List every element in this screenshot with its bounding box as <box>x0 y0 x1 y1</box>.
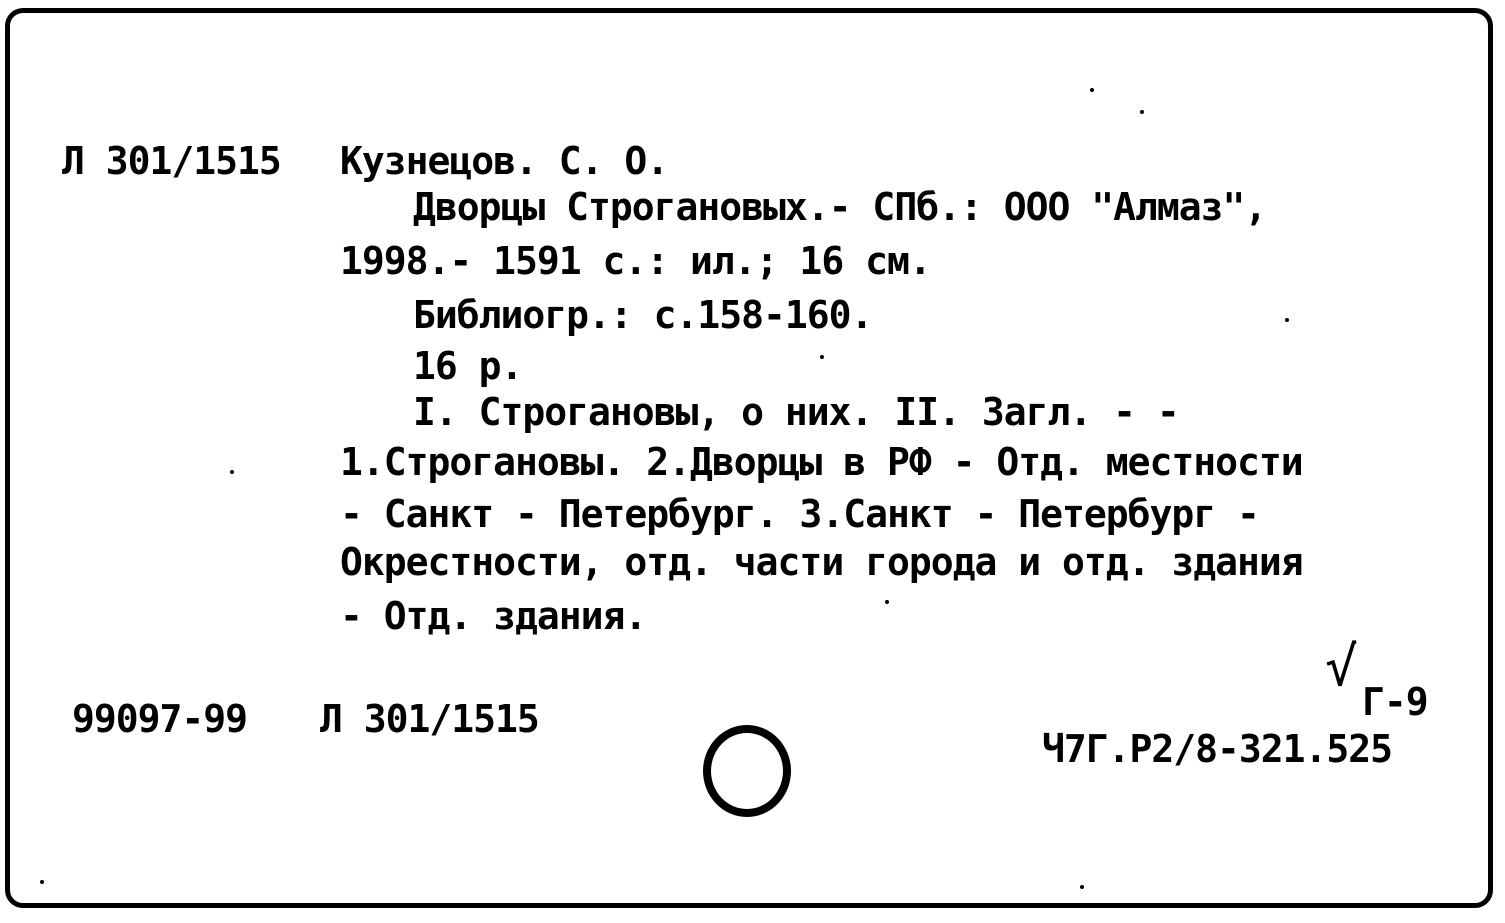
call-number: Л 301/1515 <box>62 139 281 183</box>
card-punch-hole <box>703 725 791 817</box>
subject-line-3: Окрестности, отд. части города и отд. здания <box>340 540 1303 584</box>
speck <box>1090 88 1094 92</box>
speck <box>230 470 234 474</box>
price: 16 р. <box>413 344 523 388</box>
accession-number: 99097-99 <box>72 697 248 741</box>
publication-line: 1998.- 1591 с.: ил.; 16 см. <box>340 239 931 283</box>
subject-line-2: - Санкт - Петербург. 3.Санкт - Петербург - <box>340 492 1259 536</box>
tracings-line-1: I. Строгановы, о них. II. Загл. - - <box>413 390 1179 434</box>
speck <box>885 600 889 604</box>
call-number-bottom: Л 301/1515 <box>320 697 539 741</box>
subject-line-4: - Отд. здания. <box>340 594 647 638</box>
classification-code: Ч7Г.Р2/8-321.525 <box>1042 727 1393 771</box>
speck <box>1140 110 1144 114</box>
speck <box>1285 318 1289 322</box>
mark-code: Г-9 <box>1362 680 1428 724</box>
speck <box>1080 885 1084 889</box>
author-heading: Кузнецов. С. О. <box>340 139 669 183</box>
check-mark: √ <box>1325 635 1357 698</box>
speck <box>820 355 824 359</box>
subject-line-1: 1.Строгановы. 2.Дворцы в РФ - Отд. местности <box>340 440 1303 484</box>
title-line: Дворцы Строгановых.- СПб.: ООО "Алмаз", <box>413 185 1267 229</box>
speck <box>40 880 44 884</box>
bibliography-note: Библиогр.: с.158-160. <box>413 293 873 337</box>
